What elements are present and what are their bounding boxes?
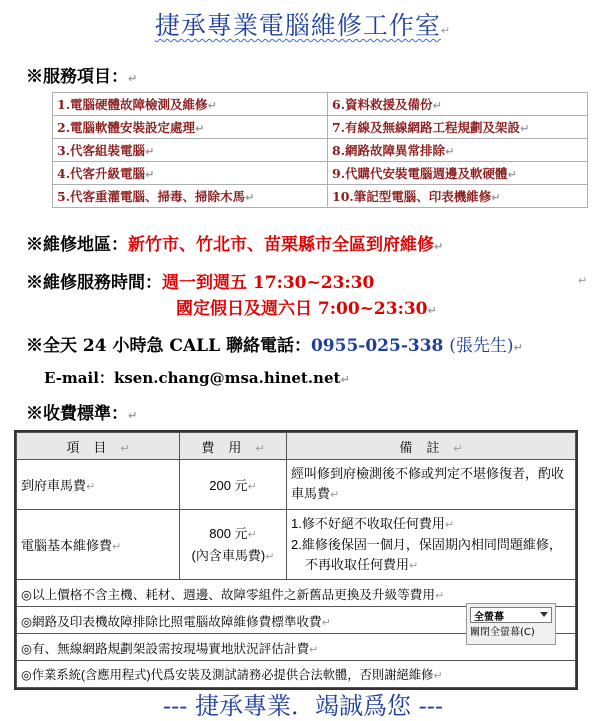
paragraph-mark: ↵: [578, 274, 588, 287]
fee-price: 800 元↵ (內含車馬費)↵: [180, 510, 287, 580]
close-fullscreen-button[interactable]: 關閉全螢幕(C): [470, 627, 535, 638]
fees-table: [16, 432, 576, 688]
services-heading: ※服務項目：↵: [26, 67, 138, 87]
service-item: 6.資料救援及備份↵: [328, 93, 588, 116]
service-item: 8.網路故障異常排除↵: [328, 139, 588, 162]
fee-footnote: ◎有、無線網路規劃架設需按現場實地狀況評估計費↵: [17, 634, 576, 661]
service-area: ※維修地區：新竹市、竹北市、苗栗縣市全區到府維修↵: [26, 235, 444, 255]
phone-line: ※全天 24 小時急 CALL 聯絡電話：0955-025-338 (張先生)↵: [26, 336, 523, 356]
fullscreen-select[interactable]: 全螢幕: [470, 607, 552, 623]
fullscreen-toolbar: [466, 603, 556, 645]
services-table: [52, 92, 588, 208]
fee-notes: 1.修不好絕不收取任何費用↵ 2.維修後保固一個月，保固期內相同問題維修，不再收取任何費用↵: [287, 510, 576, 580]
fee-price: 200 元↵: [180, 460, 287, 510]
service-hours: ※維修服務時間：週一到週五 17:30~23:30: [26, 273, 375, 293]
fee-item: 到府車馬費↵: [17, 460, 180, 510]
service-item: 4.代客升級電腦↵: [53, 162, 328, 185]
fees-heading: ※收費標準：↵: [26, 404, 138, 424]
service-item: 5.代客重灌電腦、掃毒、掃除木馬↵: [53, 185, 328, 208]
service-item: 10.筆記型電腦、印表機維修↵: [328, 185, 588, 208]
fee-footnote: ◎作業系統(含應用程式)代爲安裝及測試請務必提供合法軟體，否則謝絕維修↵: [17, 661, 576, 688]
service-item: 7.有線及無線網路工程規劃及架設↵: [328, 116, 588, 139]
service-hours-weekend: 國定假日及週六日 7:00~23:30↵: [176, 299, 437, 319]
fee-footnote: ◎以上價格不含主機、耗材、週邊、故障零組件之新舊品更換及升級等費用↵: [17, 580, 576, 607]
fee-header-notes: 備註↵: [287, 433, 576, 460]
service-item: 1.電腦硬體故障檢測及維修↵: [53, 93, 328, 116]
fee-item: 電腦基本維修費↵: [17, 510, 180, 580]
chevron-down-icon: [540, 612, 548, 617]
email-line: E-mail：ksen.chang@msa.hinet.net↵: [44, 369, 350, 387]
service-item: 2.電腦軟體安裝設定處理↵: [53, 116, 328, 139]
service-item: 9.代購代安裝電腦週邊及軟硬體↵: [328, 162, 588, 185]
footer-slogan: --- 捷承專業．竭誠爲您 ---: [163, 692, 443, 720]
page-title: 捷承專業電腦維修工作室↵: [154, 11, 452, 40]
fee-footnote: ◎網路及印表機故障排除比照電腦故障維修費標準收費↵: [17, 607, 576, 634]
fee-notes: 經叫修到府檢測後不修或判定不堪修復者，酌收車馬費↵: [287, 460, 576, 510]
fee-header-item: 項目↵: [17, 433, 180, 460]
fee-header-price: 費用↵: [180, 433, 287, 460]
service-item: 3.代客組裝電腦↵: [53, 139, 328, 162]
